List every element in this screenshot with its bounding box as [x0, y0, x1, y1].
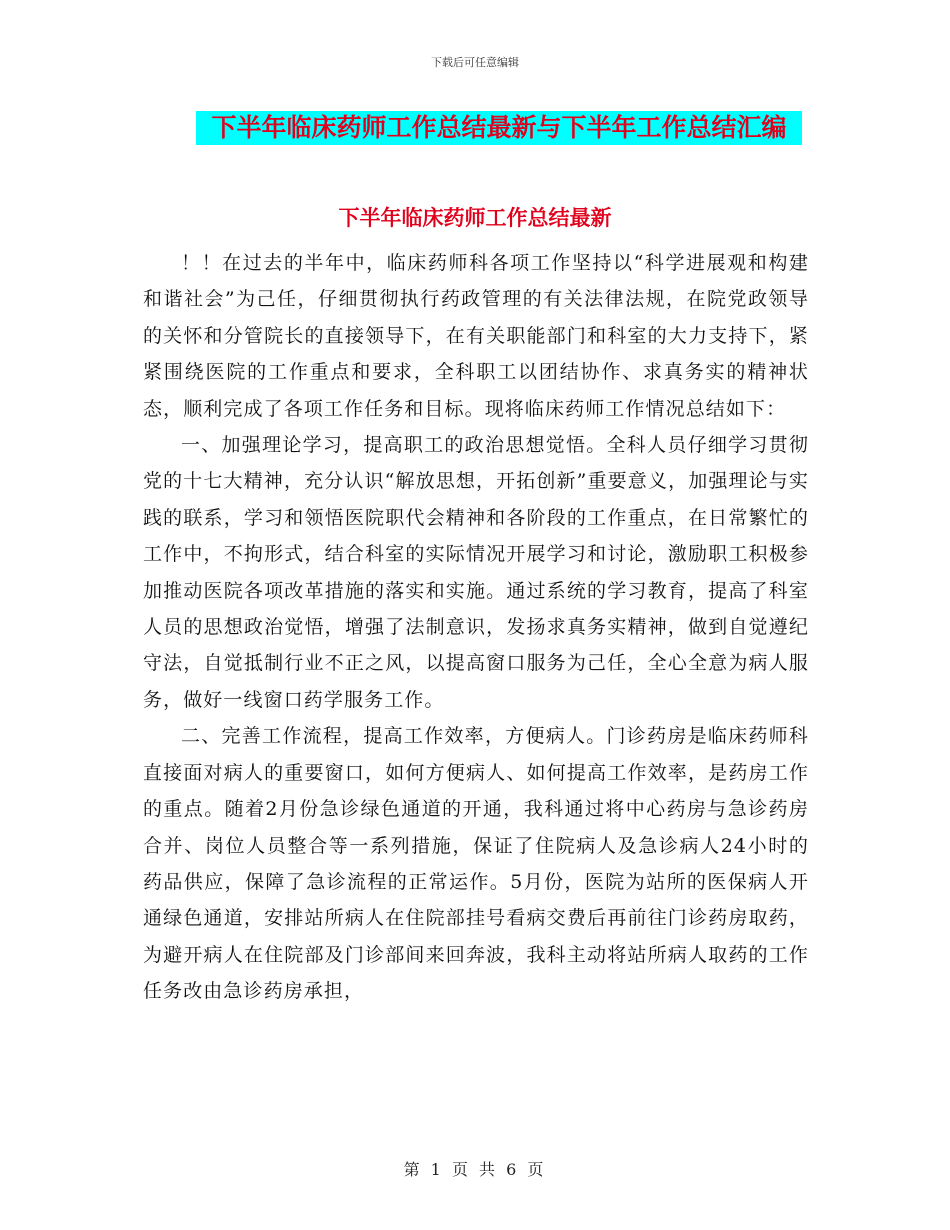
document-title: 下半年临床药师工作总结最新与下半年工作总结汇编 [211, 113, 787, 142]
paragraph-intro: ！！在过去的半年中，临床药师科各项工作坚持以“科学进展观和构建和谐社会”为己任，仔细贯彻执行药政管理的有关法律法规，在院党政领导的关怀和分管院长的直接领导下，在有关职能部门和科室的大力支持下，紧紧围绕医院的工作重点和要求，全科职工以团结协作、求真务实的精神状态，顺利完成了各项工作任务和目标。现将临床药师工作情况总结如下： [143, 252, 809, 420]
paragraph-section-1: 一、加强理论学习，提高职工的政治思想觉悟。全科人员仔细学习贯彻党的十七大精神，充分认识“解放思想，开拓创新”重要意义，加强理论与实践的联系，学习和领悟医院职代会精神和各阶段的工作重点，在日常繁忙的工作中，不拘形式，结合科室的实际情况开展学习和讨论，激励职工积极参加推动医院各项改革措施的落实和实施。通过系统的学习教育，提高了科室人员的思想政治觉悟，增强了法制意识，发扬求真务实精神，做到自觉遵纪守法，自觉抵制行业不正之风，以提高窗口服务为己任，全心全意为病人服务，做好一线窗口药学服务工作。 [143, 434, 809, 711]
page-footer: 第 1 页 共 6 页 [403, 1160, 547, 1179]
section-title: 下半年临床药师工作总结最新 [338, 206, 612, 230]
body-text [143, 245, 809, 1010]
paragraph-section-2: 二、完善工作流程，提高工作效率，方便病人。门诊药房是临床药师科直接面对病人的重要窗口，如何方便病人、如何提高工作效率，是药房工作的重点。随着2月份急诊绿色通道的开通，我科通过将中心药房与急诊药房合并、岗位人员整合等一系列措施，保证了住院病人及急诊病人24小时的药品供应，保障了急诊流程的正常运作。5月份，医院为站所的医保病人开通绿色通道，安排站所病人在住院部挂号看病交费后再前往门诊药房取药，为避开病人在住院部及门诊部间来回奔波，我科主动将站所病人取药的工作任务改由急诊药房承担， [143, 725, 809, 1003]
header-note: 下载后可任意编辑 [431, 56, 519, 69]
